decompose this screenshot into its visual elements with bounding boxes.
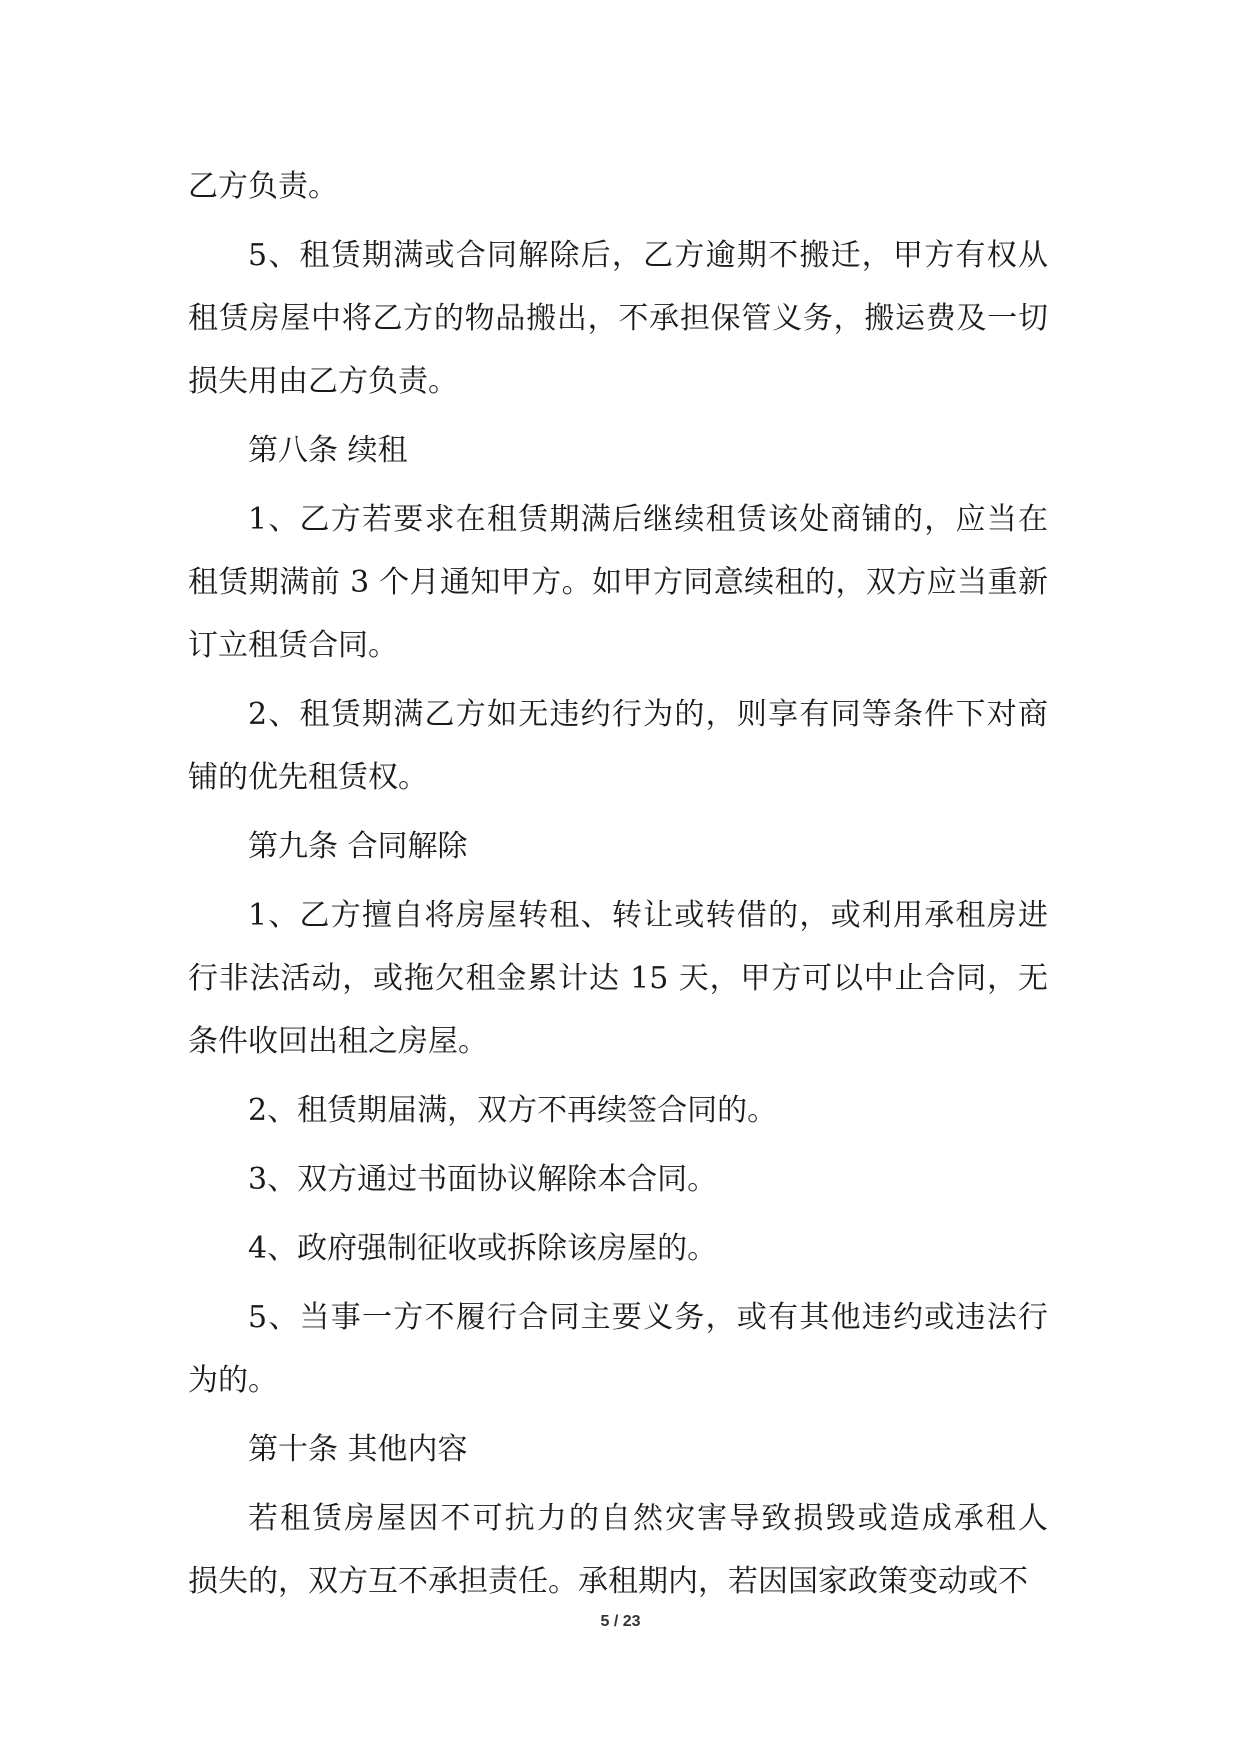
paragraph-line: 3、双方通过书面协议解除本合同。 (248, 1162, 718, 1197)
paragraph-line: 租赁期满前 3 个月通知甲方。如甲方同意续租的，双方应当重新 (188, 565, 1048, 600)
heading-text: 第八条 续租 (248, 433, 408, 468)
paragraph (188, 155, 1048, 218)
section-heading (188, 1418, 1048, 1481)
paragraph (188, 884, 1048, 1073)
paragraph-line: 4、政府强制征收或拆除该房屋的。 (248, 1231, 718, 1266)
paragraph-line: 2、租赁期届满，双方不再续签合同的。 (248, 1093, 778, 1128)
paragraph-line: 租赁房屋中将乙方的物品搬出，不承担保管义务，搬运费及一切 (188, 301, 1048, 336)
paragraph-line: 5、租赁期满或合同解除后，乙方逾期不搬迁，甲方有权从 (248, 238, 1048, 273)
paragraph (188, 488, 1048, 677)
paragraph-line: 乙方负责。 (188, 169, 338, 204)
document-body (188, 155, 1048, 1619)
paragraph (188, 683, 1048, 809)
paragraph-line: 2、租赁期满乙方如无违约行为的，则享有同等条件下对商 (248, 697, 1048, 732)
paragraph-line: 条件收回出租之房屋。 (188, 1024, 488, 1059)
paragraph-line: 1、乙方擅自将房屋转租、转让或转借的，或利用承租房进 (248, 898, 1048, 933)
paragraph (188, 1487, 1048, 1613)
heading-text: 第十条 其他内容 (248, 1432, 468, 1467)
paragraph-line: 行非法活动，或拖欠租金累计达 15 天，甲方可以中止合同，无 (188, 961, 1048, 996)
paragraph-line: 5、当事一方不履行合同主要义务，或有其他违约或违法行 (248, 1300, 1048, 1335)
heading-text: 第九条 合同解除 (248, 829, 468, 864)
paragraph (188, 1148, 1048, 1211)
paragraph-line: 订立租赁合同。 (188, 628, 398, 663)
page-number: 5 / 23 (600, 1613, 641, 1630)
paragraph-line: 为的。 (188, 1363, 278, 1398)
paragraph-line: 1、乙方若要求在租赁期满后继续租赁该处商铺的，应当在 (248, 502, 1048, 537)
paragraph-line: 损失用由乙方负责。 (188, 364, 458, 399)
paragraph (188, 1217, 1048, 1280)
paragraph-line: 若租赁房屋因不可抗力的自然灾害导致损毁或造成承租人 (248, 1501, 1048, 1536)
paragraph-line: 损失的，双方互不承担责任。承租期内，若因国家政策变动或不 (188, 1564, 1028, 1599)
paragraph-line: 铺的优先租赁权。 (188, 760, 428, 795)
section-heading (188, 419, 1048, 482)
paragraph (188, 1286, 1048, 1412)
section-heading (188, 815, 1048, 878)
paragraph (188, 224, 1048, 413)
paragraph (188, 1079, 1048, 1142)
